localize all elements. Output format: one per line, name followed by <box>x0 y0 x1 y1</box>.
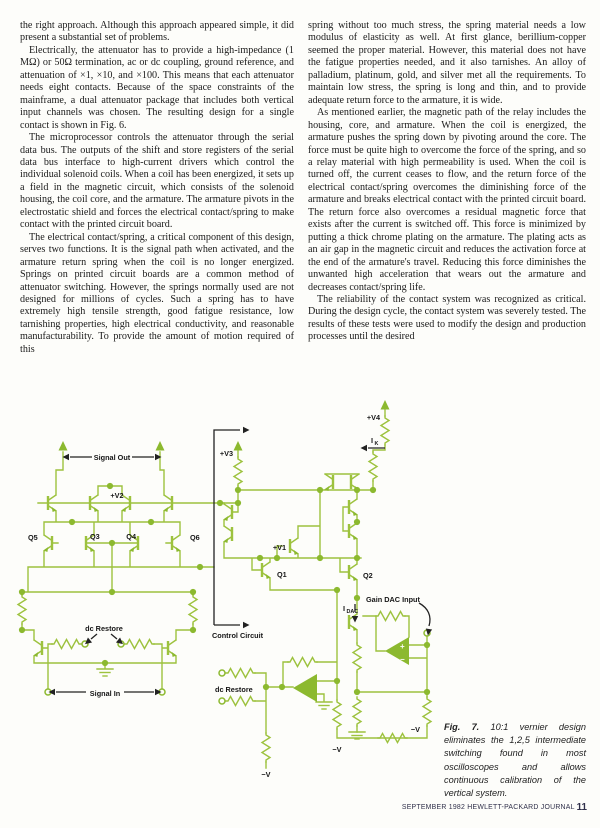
opamp-minus-sign: − <box>400 655 405 664</box>
opamp-left-icon <box>293 674 317 702</box>
ground-icons <box>97 669 365 739</box>
label-q4: Q4 <box>126 532 136 541</box>
label-v1: +V1 <box>272 543 286 552</box>
resistor <box>288 658 317 667</box>
footer-journal-name: SEPTEMBER 1982 HEWLETT-PACKARD JOURNAL <box>401 804 575 811</box>
resistor <box>125 640 154 649</box>
supply-arrow-icons <box>59 400 390 451</box>
resistor <box>226 669 255 678</box>
paragraph: As mentioned earlier, the magnetic path of the relay includes the housing, core, and armature. When the coil is energized, the armature pushes the spring down by pivoting around the core. The force must be quite high to overcome the force of the spring, and so a relay material with high permeability is used. When the coil is turned off, the current ceases to flow, and the return force of the electrical contact/spring overcomes the diminishing force of the armature and breaks electrical contact with the printed circuit board. The return force also overcomes a residual magnetic force that exists after the current is switched off. This force is minimized by putting a thick chrome plating on the armature. The plating acts as an air gap in the magnetic circuit and reduces the activation force at the end of the armature's travel. Reducing this force diminishes the unwanted high acceleration that wears out the armature and decreases contact/spring life. <box>308 107 586 293</box>
label-control-circuit: Control Circuit <box>212 631 264 640</box>
label-v4: +V4 <box>366 413 380 422</box>
label-idac-sub: DAC <box>346 609 359 615</box>
resistor <box>189 595 197 624</box>
label-dc-restore-right: dc Restore <box>215 685 253 694</box>
label-q2: Q2 <box>363 571 373 580</box>
annotation-arrows <box>49 427 433 695</box>
resistor <box>52 640 81 649</box>
transistor-q1 <box>262 562 271 579</box>
resistor <box>353 643 361 672</box>
footer-page-number: 11 <box>576 802 587 813</box>
resistor <box>226 697 255 706</box>
resistor <box>262 733 270 762</box>
label-v3: +V3 <box>219 449 233 458</box>
label-idac: I <box>343 604 346 613</box>
label-minus-v-3: −V <box>410 725 420 734</box>
opamp-right-icon <box>385 637 409 665</box>
page-footer <box>0 802 587 813</box>
paragraph: The microprocessor controls the attenuator through the serial data bus. The outputs of the shift and store registers of the serial data bus interface to high-current drivers which control the individual solenoid coils. When a coil has been energized, it sets up a field in the magnetic circuit, which consists of the solenoid housing, the coil core, and the armature. The armature pivots in the electrostatic shield and forces the electrical contact/spring to make contact with the printed circuit board. <box>20 132 294 231</box>
resistor <box>353 697 361 726</box>
label-v2: +V2 <box>110 491 124 500</box>
resistor <box>18 595 26 624</box>
transistor-q2 <box>349 564 358 581</box>
resistor <box>423 697 431 726</box>
label-minus-v-1: −V <box>261 770 271 779</box>
resistor <box>333 700 341 729</box>
transistor-q6 <box>172 535 181 552</box>
resistor <box>369 452 377 481</box>
transistors <box>33 474 359 657</box>
label-signal-out: Signal Out <box>93 453 131 462</box>
label-q6: Q6 <box>190 533 200 542</box>
opamp-plus-sign: + <box>400 642 405 651</box>
label-q1: Q1 <box>277 570 287 579</box>
figure-caption <box>444 721 586 800</box>
label-ik: I <box>371 436 374 445</box>
label-signal-in: Signal In <box>89 689 121 698</box>
paragraph: The reliability of the contact system was recognized as critical. During the design cycle, the contact system was severely tested. The results of these tests were used to modify the design and production processes until the desired <box>308 293 586 343</box>
paragraph: spring without too much stress, the spring material needs a low modulus of elasticity as well. At first glance, berillium-copper seemed the proper material. However, this material does not have the fatigue properties needed, and it also tarnishes. An alloy of palladium, platinum, gold, and silver met all the requirements. To maintain low stress, the spring is long and thin, and to provide adequate return force to the armature, it is wide. <box>308 20 586 106</box>
transistor-v1 <box>290 538 299 555</box>
resistor <box>381 416 389 445</box>
figure-caption-text: 10:1 vernier design eliminates the 1,2,5 intermediate switching found in most oscilloscopes and allows continuous calibration of the vertical system. <box>444 722 586 799</box>
label-gain-dac-input: Gain DAC Input <box>366 595 420 604</box>
label-q3: Q3 <box>90 532 100 541</box>
paragraph: The electrical contact/spring, a critical component of this design, serves two functions. It is the signal path when activated, and the armature return spring when the coil is no longer energized. Springs on printed circuit boards are a common method of attenuator switching. However, the springs normally used are not designed for millions of cycles. Such a spring has to have extremely high tensile strength, good fatigue resistance, low tarnishing properties, high electrical conductivity, and reasonable manufacturability. To provide the amount of motion required of this <box>20 231 294 355</box>
figure-caption-label: Fig. 7. <box>444 722 480 732</box>
circuit-labels <box>28 413 420 779</box>
label-dc-restore-left: dc Restore <box>85 624 123 633</box>
label-q5: Q5 <box>28 533 38 542</box>
label-ik-sub: K <box>374 441 379 447</box>
paragraph: Electrically, the attenuator has to provide a high-impedance (1 MΩ) or 50Ω termination, ac or dc coupling, ground reference, and attenuation of ×1, ×10, and ×100. This means that each attenuator needs eight contacts. Because of the space constraints of the mainframe, a dual attenuator package that includes both vertical input channels was chosen. The resulting design for a single contact is shown in Fig. 6. <box>20 44 294 131</box>
transistor-q5 <box>43 535 52 552</box>
circuit-wires <box>18 409 431 768</box>
paragraph: the right approach. Although this approach appeared simple, it did present a substantial set of problems. <box>20 20 294 44</box>
resistor <box>376 612 405 621</box>
label-minus-v-2: −V <box>332 745 342 754</box>
resistor <box>234 457 242 486</box>
